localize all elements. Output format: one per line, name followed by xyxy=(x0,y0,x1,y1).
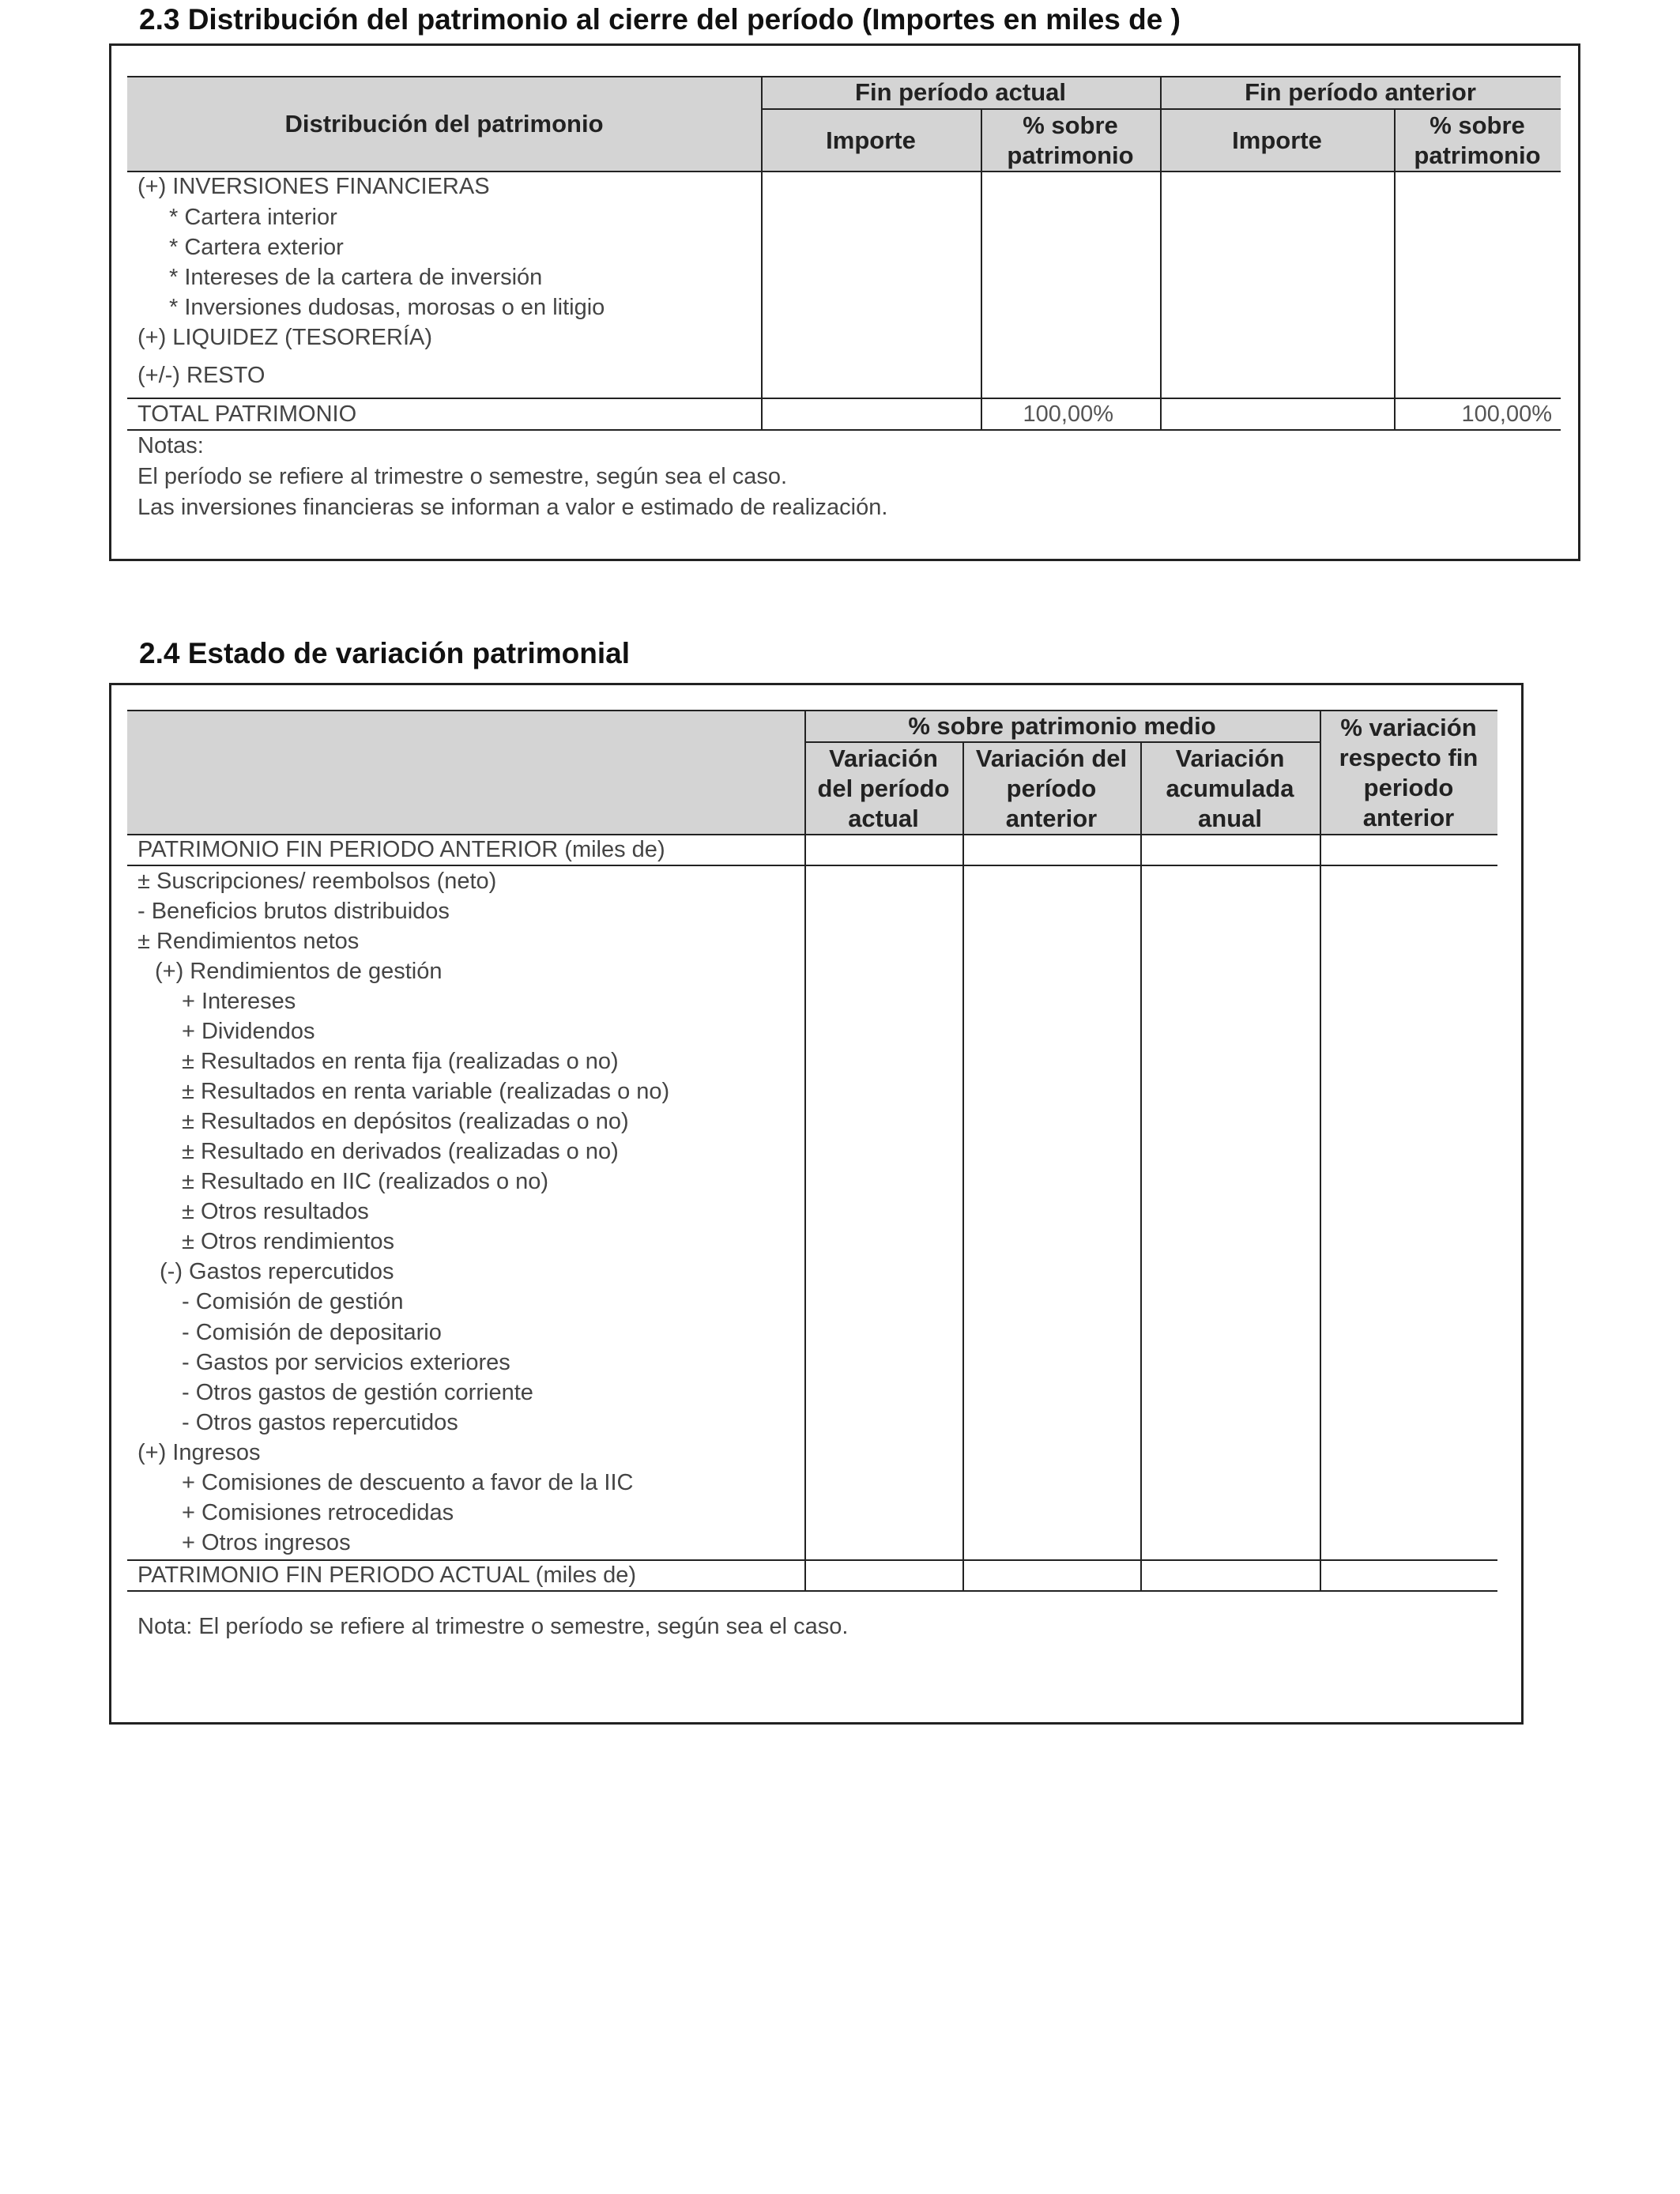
table-row-label: * Inversiones dudosas, morosas o en litigio xyxy=(169,295,605,320)
header-pct-patrimonio-actual xyxy=(981,109,1160,172)
header-importe-actual: Importe xyxy=(826,126,916,154)
header-line: periodo xyxy=(1363,773,1454,801)
header-line: respecto fin xyxy=(1339,743,1478,771)
column-divider xyxy=(962,742,964,1591)
table-row-label: + Dividendos xyxy=(182,1019,315,1044)
header-line: período xyxy=(1006,774,1097,802)
table-row-label: - Comisión de depositario xyxy=(182,1320,442,1345)
table-row-label: ± Resultado en derivados (realizadas o no) xyxy=(182,1139,619,1164)
table-row-label: + Comisiones de descuento a favor de la IIC xyxy=(182,1470,634,1495)
header-line: acumulada xyxy=(1166,774,1294,802)
table-row-label: * Cartera exterior xyxy=(169,235,344,260)
header-variacion-periodo-anterior xyxy=(962,742,1140,835)
total-bottom-rule xyxy=(127,429,1561,431)
column-divider xyxy=(1140,742,1142,1591)
header-line: Variación xyxy=(829,744,938,772)
table-row-label: ± Resultados en depósitos (realizadas o no) xyxy=(182,1109,629,1134)
header-pct-patrimonio-medio: % sobre patrimonio medio xyxy=(908,712,1216,740)
table-row-label: + Intereses xyxy=(182,989,296,1014)
table-row-label: + Comisiones retrocedidas xyxy=(182,1500,454,1525)
header-line: anterior xyxy=(1362,803,1455,831)
header-line: anual xyxy=(1198,804,1262,832)
table-row-label: (+) Ingresos xyxy=(137,1440,261,1465)
column-divider xyxy=(804,711,806,1591)
header-line: Variación del xyxy=(975,744,1128,772)
table-row-label: (+) Rendimientos de gestión xyxy=(155,959,443,984)
header-pct-patrimonio-anterior xyxy=(1394,109,1561,172)
table-row-label: ± Resultados en renta fija (realizadas o no) xyxy=(182,1049,619,1074)
header-line: patrimonio xyxy=(1007,141,1134,169)
header-line: del período xyxy=(817,774,950,802)
header-variacion-periodo-actual xyxy=(804,742,962,835)
opening-patrimonio-row: PATRIMONIO FIN PERIODO ANTERIOR (miles de) xyxy=(137,837,665,862)
table-row-label: ± Otros rendimientos xyxy=(182,1229,394,1254)
table-row-label: * Cartera interior xyxy=(169,205,337,230)
column-divider xyxy=(1320,711,1321,1591)
table-row-label: ± Resultado en IIC (realizados o no) xyxy=(182,1169,549,1194)
header-line: anterior xyxy=(1005,804,1098,832)
table-row-label: (-) Gastos repercutidos xyxy=(160,1259,394,1284)
header-line: % sobre xyxy=(1023,111,1118,139)
table-row-label: - Gastos por servicios exteriores xyxy=(182,1350,510,1375)
header-distribucion: Distribución del patrimonio xyxy=(284,110,604,138)
table-row-label: * Intereses de la cartera de inversión xyxy=(169,265,543,290)
table-row-label: (+) LIQUIDEZ (TESORERÍA) xyxy=(137,325,433,350)
closing-patrimonio-row: PATRIMONIO FIN PERIODO ACTUAL (miles de) xyxy=(137,1563,637,1588)
section-2-3-title: 2.3 Distribución del patrimonio al cierre del período (Importes en miles de ) xyxy=(139,3,1181,36)
notes-line: El período se refiere al trimestre o semestre, según sea el caso. xyxy=(137,464,788,489)
header-pct-variacion-fin-periodo xyxy=(1320,711,1497,835)
notes-heading: Notas: xyxy=(137,433,204,458)
table-row-label: - Otros gastos repercutidos xyxy=(182,1410,458,1435)
notes-line: Las inversiones financieras se informan a valor e estimado de realización. xyxy=(137,495,888,520)
header-line: patrimonio xyxy=(1414,141,1541,169)
table-row-label: ± Suscripciones/ reembolsos (neto) xyxy=(137,869,497,894)
header-variacion-acumulada-anual xyxy=(1140,742,1320,835)
header-line: % variación xyxy=(1340,713,1477,741)
header-fin-periodo-anterior: Fin período anterior xyxy=(1245,78,1476,106)
table-row-label: - Comisión de gestión xyxy=(182,1289,404,1314)
total-pct-anterior: 100,00% xyxy=(1461,401,1552,427)
table-row-label: - Beneficios brutos distribuidos xyxy=(137,899,450,924)
table-row-label: ± Rendimientos netos xyxy=(137,929,360,954)
table-row-label: + Otros ingresos xyxy=(182,1530,351,1555)
header-line: Variación xyxy=(1175,744,1285,772)
header-line: % sobre xyxy=(1430,111,1525,139)
header-fin-periodo-actual: Fin período actual xyxy=(855,78,1066,106)
table-row-label: - Otros gastos de gestión corriente xyxy=(182,1380,533,1405)
closing-bottom-rule xyxy=(127,1590,1497,1592)
table-row-label: ± Resultados en renta variable (realizadas o no) xyxy=(182,1079,670,1104)
variation-note: Nota: El período se refiere al trimestre o semestre, según sea el caso. xyxy=(137,1614,849,1639)
table-row-label: (+) INVERSIONES FINANCIERAS xyxy=(137,174,490,199)
header-line: actual xyxy=(848,804,919,832)
section-2-4-title: 2.4 Estado de variación patrimonial xyxy=(139,637,630,669)
total-patrimonio-label: TOTAL PATRIMONIO xyxy=(137,401,357,427)
header-importe-anterior: Importe xyxy=(1232,126,1322,154)
total-pct-actual: 100,00% xyxy=(1023,401,1113,427)
table-row-label: (+/-) RESTO xyxy=(137,363,266,388)
table-row-label: ± Otros resultados xyxy=(182,1199,369,1224)
